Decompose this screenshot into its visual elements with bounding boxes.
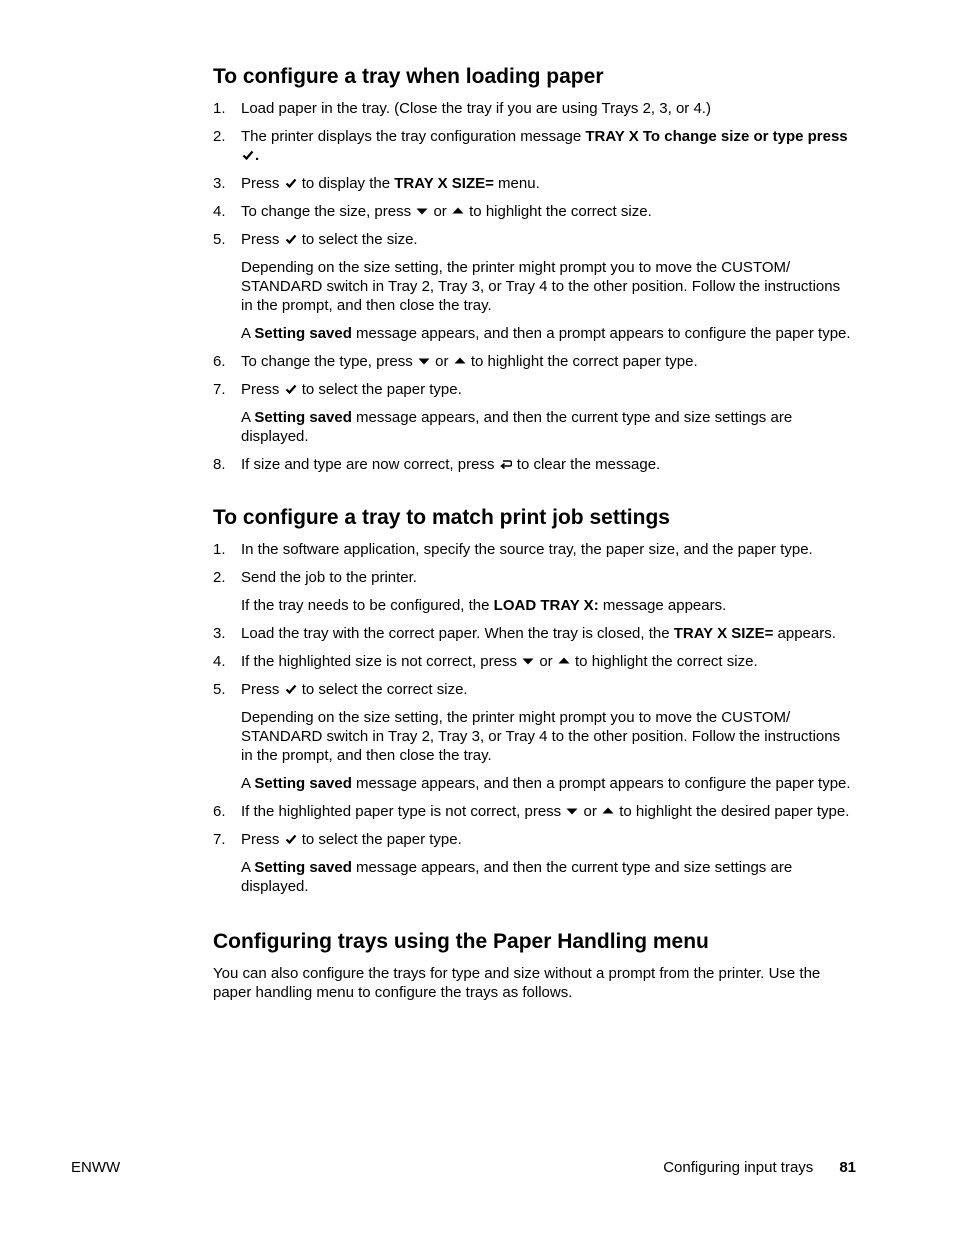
display-message: Setting saved — [254, 859, 352, 876]
step-text: or — [539, 653, 553, 670]
note-text: A — [241, 775, 255, 792]
checkmark-icon — [285, 177, 297, 189]
step-text: Press — [241, 831, 280, 848]
step-text: Press — [241, 231, 280, 248]
list-item — [213, 624, 853, 643]
step-text: to select the paper type. — [301, 831, 462, 848]
checkmark-icon — [285, 383, 297, 395]
display-message: LOAD TRAY X: — [493, 597, 599, 614]
section-intro: You can also configure the trays for type and size without a prompt from the printer. Use the paper handling menu to configure the trays as follows. — [213, 965, 821, 1001]
note-text: message appears, and then the current type and size settings are displayed. — [241, 859, 793, 895]
checkmark-icon — [285, 833, 297, 845]
step-text: or — [583, 803, 597, 820]
step-text: to highlight the correct size. — [575, 653, 758, 670]
note-text: message appears. — [598, 597, 727, 614]
step-text: to display the — [301, 175, 395, 192]
list-item — [213, 568, 853, 587]
section-heading: To configure a tray when loading paper — [213, 65, 604, 88]
step-text: In the software application, specify the source tray, the paper size, and the paper type. — [241, 541, 813, 558]
step-text: If size and type are now correct, press — [241, 456, 495, 473]
checkmark-icon — [242, 149, 254, 161]
down-arrow-icon — [416, 205, 428, 217]
display-message: Setting saved — [254, 775, 352, 792]
up-arrow-icon — [452, 205, 464, 217]
note-text: A — [241, 859, 255, 876]
step-number: 6. — [213, 803, 226, 820]
page-content — [213, 64, 853, 1002]
up-arrow-icon — [602, 805, 614, 817]
step-note: Depending on the size setting, the printer might prompt you to move the CUSTOM/ STANDARD switch in Tray 2, Tray 3, or Tray 4 to the other position. Follow the instructions in the prompt, and then close the tray. — [241, 709, 841, 764]
step-text: To change the size, press — [241, 203, 412, 220]
step-text: or — [433, 203, 447, 220]
step-note — [213, 858, 853, 896]
step-text: to select the size. — [301, 231, 418, 248]
display-message: Setting saved — [254, 325, 352, 342]
page-number: 81 — [839, 1159, 856, 1176]
list-item — [213, 680, 853, 699]
step-note — [213, 596, 853, 615]
step-number: 7. — [213, 831, 226, 848]
step-text: . — [255, 147, 260, 164]
checkmark-icon — [285, 233, 297, 245]
step-note — [213, 774, 853, 793]
list-item — [213, 830, 853, 849]
note-text: message appears, and then the current type and size settings are displayed. — [241, 409, 793, 445]
step-text: to highlight the correct size. — [469, 203, 652, 220]
footer-left: ENWW — [71, 1159, 121, 1176]
step-number: 1. — [213, 100, 226, 117]
step-number: 6. — [213, 353, 226, 370]
list-item — [213, 380, 853, 399]
list-item — [213, 540, 853, 559]
step-text: appears. — [773, 625, 836, 642]
section-heading: Configuring trays using the Paper Handling menu — [213, 930, 709, 953]
note-text: A — [241, 409, 255, 426]
step-number: 2. — [213, 128, 226, 145]
step-text: Press — [241, 381, 280, 398]
step-note — [213, 324, 853, 343]
step-text: to clear the message. — [516, 456, 661, 473]
step-text: Load the tray with the correct paper. When the tray is closed, the — [241, 625, 674, 642]
back-arrow-icon — [500, 458, 512, 470]
step-text: Press — [241, 681, 280, 698]
step-number: 2. — [213, 569, 226, 586]
down-arrow-icon — [566, 805, 578, 817]
step-text: to select the paper type. — [301, 381, 462, 398]
step-text: If the highlighted paper type is not correct, press — [241, 803, 562, 820]
step-note: Depending on the size setting, the printer might prompt you to move the CUSTOM/ STANDARD switch in Tray 2, Tray 3, or Tray 4 to the other position. Follow the instructions in the prompt, and then close the tray. — [241, 259, 841, 314]
list-item — [213, 99, 853, 118]
down-arrow-icon — [522, 655, 534, 667]
step-number: 1. — [213, 541, 226, 558]
list-item — [213, 202, 853, 221]
step-number: 7. — [213, 381, 226, 398]
display-message: Setting saved — [254, 409, 352, 426]
list-item — [213, 174, 853, 193]
section-heading: To configure a tray to match print job settings — [213, 506, 670, 529]
menu-name: TRAY X SIZE= — [673, 625, 774, 642]
down-arrow-icon — [418, 355, 430, 367]
step-text: menu. — [493, 175, 540, 192]
menu-name: TRAY X SIZE= — [394, 175, 494, 192]
step-number: 8. — [213, 456, 226, 473]
step-text: or — [435, 353, 449, 370]
list-item — [213, 127, 853, 165]
step-number: 3. — [213, 175, 226, 192]
step-text: Load paper in the tray. (Close the tray if you are using Trays 2, 3, or 4.) — [241, 100, 711, 117]
footer-right — [663, 1159, 856, 1177]
step-number: 3. — [213, 625, 226, 642]
step-number: 4. — [213, 653, 226, 670]
checkmark-icon — [285, 683, 297, 695]
step-text: If the highlighted size is not correct, press — [241, 653, 517, 670]
up-arrow-icon — [454, 355, 466, 367]
step-text: to select the correct size. — [301, 681, 468, 698]
step-text: Send the job to the printer. — [241, 569, 417, 586]
display-message: TRAY X To change size or type press — [585, 128, 848, 145]
list-item — [213, 455, 853, 474]
step-number: 5. — [213, 231, 226, 248]
step-text: to highlight the correct paper type. — [470, 353, 698, 370]
note-text: message appears, and then a prompt appears to configure the paper type. — [351, 775, 851, 792]
step-text: To change the type, press — [241, 353, 413, 370]
list-item — [213, 230, 853, 249]
step-text: Press — [241, 175, 280, 192]
step-text: The printer displays the tray configuration message — [241, 128, 586, 145]
step-note — [213, 408, 853, 446]
step-number: 5. — [213, 681, 226, 698]
note-text: If the tray needs to be configured, the — [241, 597, 494, 614]
step-number: 4. — [213, 203, 226, 220]
list-item — [213, 802, 853, 821]
up-arrow-icon — [558, 655, 570, 667]
note-text: message appears, and then a prompt appears to configure the paper type. — [351, 325, 851, 342]
note-text: A — [241, 325, 255, 342]
footer-section-title: Configuring input trays — [663, 1159, 814, 1176]
list-item — [213, 352, 853, 371]
list-item — [213, 652, 853, 671]
step-text: to highlight the desired paper type. — [619, 803, 850, 820]
